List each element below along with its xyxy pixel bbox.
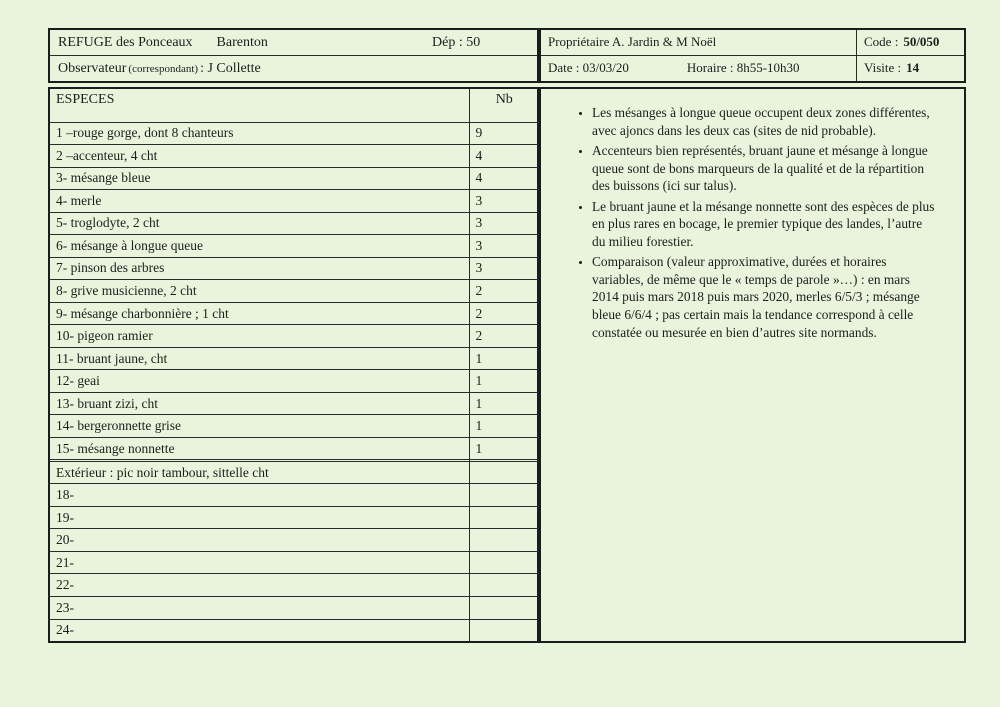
visite-cell [857, 56, 964, 82]
observer-label: Observateur [58, 60, 127, 76]
refuge-location: Barenton [216, 34, 268, 50]
observer-sublabel: (correspondant) [128, 62, 199, 75]
table-header-row [50, 89, 539, 122]
species-cell: 10- pigeon ramier [50, 325, 469, 348]
header-refuge-box [48, 28, 539, 83]
count-cell: 3 [469, 190, 539, 213]
species-cell: 23- [50, 596, 469, 619]
count-cell: 3 [469, 235, 539, 258]
species-cell: 9- mésange charbonnière ; 1 cht [50, 302, 469, 325]
table-row [50, 347, 539, 370]
visite-value: 14 [906, 60, 920, 76]
count-cell [469, 619, 539, 641]
table-row [50, 167, 539, 190]
count-cell: 2 [469, 325, 539, 348]
count-cell: 4 [469, 167, 539, 190]
species-cell: 18- [50, 484, 469, 507]
species-cell: 3- mésange bleue [50, 167, 469, 190]
species-cell: 6- mésange à longue queue [50, 235, 469, 258]
table-row [50, 370, 539, 393]
table-row [50, 415, 539, 438]
table-row [50, 122, 539, 145]
count-cell: 9 [469, 122, 539, 145]
species-cell: 24- [50, 619, 469, 641]
horaire-label: Horaire : 8h55-10h30 [686, 60, 800, 76]
table-row [50, 212, 539, 235]
species-cell: 2 –accenteur, 4 cht [50, 145, 469, 168]
species-cell: 1 –rouge gorge, dont 8 chanteurs [50, 122, 469, 145]
count-cell: 4 [469, 145, 539, 168]
departement-label: Dép : 50 [432, 34, 481, 50]
table-row [50, 235, 539, 258]
table-row [50, 529, 539, 552]
count-cell: 2 [469, 280, 539, 303]
count-cell: 1 [469, 347, 539, 370]
count-cell [469, 574, 539, 597]
count-cell: 3 [469, 257, 539, 280]
count-cell: 1 [469, 415, 539, 438]
table-row [50, 574, 539, 597]
species-cell: 14- bergeronnette grise [50, 415, 469, 438]
code-label: Code : [864, 34, 899, 50]
column-header-species: ESPECES [56, 92, 115, 107]
species-cell: 15- mésange nonnette [50, 437, 469, 460]
count-cell [469, 506, 539, 529]
count-cell [469, 484, 539, 507]
count-cell: 1 [469, 370, 539, 393]
count-cell [469, 461, 539, 484]
count-cell: 1 [469, 392, 539, 415]
table-row [50, 461, 539, 484]
count-cell [469, 551, 539, 574]
date-label: Date : 03/03/20 [548, 60, 629, 76]
table-row [50, 437, 539, 460]
table-row [50, 145, 539, 168]
note-bullet: • Accenteurs bien représentés, bruant jaune et mésange à longue queue sont de bons marqueurs de la qualité et de la répartition des buissons (ici sur talus). [592, 142, 958, 195]
species-cell: Extérieur : pic noir tambour, sittelle cht [50, 461, 469, 484]
table-row [50, 551, 539, 574]
count-cell: 3 [469, 212, 539, 235]
species-cell: 12- geai [50, 370, 469, 393]
count-cell [469, 529, 539, 552]
table-row [50, 257, 539, 280]
table-row [50, 596, 539, 619]
proprietor-label: Propriétaire A. Jardin & M Noël [548, 34, 717, 50]
refuge-title: REFUGE des Ponceaux [58, 34, 193, 50]
species-cell: 8- grive musicienne, 2 cht [50, 280, 469, 303]
table-row [50, 190, 539, 213]
note-bullet: • Comparaison (valeur approximative, durées et horaires variables, de même que le « temps de parole »…) : en mars 2014 puis mars 2018 puis mars 2020, merles 6/5/3 ; mésange bleue 6/6/4 ; pas certain mais la tendance correspond à celle constatée ou mesurée en bien d’autres site normands. [592, 253, 958, 341]
visite-label: Visite : [864, 60, 902, 76]
proprietor-cell [541, 30, 857, 56]
table-row [50, 280, 539, 303]
date-cell [541, 56, 857, 82]
species-cell: 5- troglodyte, 2 cht [50, 212, 469, 235]
note-bullet: • Les mésanges à longue queue occupent deux zones différentes, avec ajoncs dans les deux cas (sites de nid probable). [592, 104, 958, 139]
notes-list [541, 104, 958, 341]
note-bullet: • Le bruant jaune et la mésange nonnette sont des espèces de plus en plus rares en bocage, le premier typique des landes, l’autre du milieu forestier. [592, 198, 958, 251]
species-table-box [48, 87, 539, 643]
count-cell: 1 [469, 437, 539, 460]
refuge-title-row [50, 30, 537, 56]
species-table [50, 89, 539, 641]
column-header-count: Nb [469, 89, 539, 122]
table-row [50, 484, 539, 507]
table-row [50, 392, 539, 415]
count-cell [469, 596, 539, 619]
table-row [50, 506, 539, 529]
header-visit-box [539, 28, 966, 83]
species-cell: 11- bruant jaune, cht [50, 347, 469, 370]
species-cell: 13- bruant zizi, cht [50, 392, 469, 415]
species-cell: 7- pinson des arbres [50, 257, 469, 280]
species-cell: 20- [50, 529, 469, 552]
observer-row [50, 56, 537, 81]
observer-value: : J Collette [200, 60, 261, 76]
species-cell: 22- [50, 574, 469, 597]
species-cell: 21- [50, 551, 469, 574]
table-row [50, 302, 539, 325]
table-row [50, 325, 539, 348]
code-cell [857, 30, 964, 56]
notes-panel [539, 87, 966, 643]
species-cell: 19- [50, 506, 469, 529]
table-row [50, 619, 539, 641]
count-cell: 2 [469, 302, 539, 325]
species-cell: 4- merle [50, 190, 469, 213]
code-value: 50/050 [903, 34, 940, 50]
